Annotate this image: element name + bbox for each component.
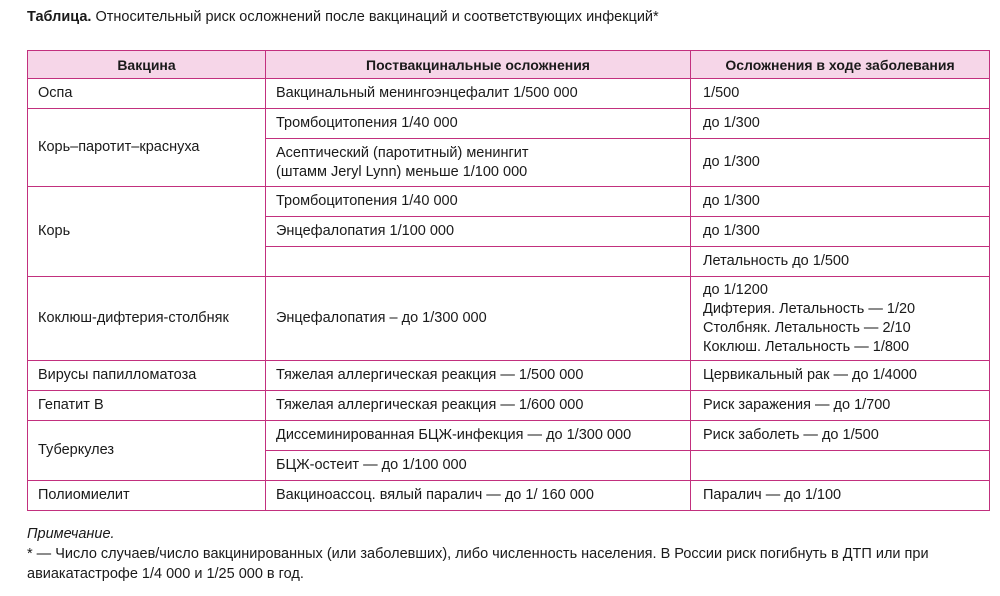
note-line: * — Число случаев/число вакцинированных (или заболевших), либо численность населения. В России риск погибнуть в ДТП или при [27,546,929,562]
complications-table [27,50,990,511]
post-cell: Диссеминированная БЦЖ-инфекция — до 1/300 000 [266,421,691,451]
table-row [28,391,990,421]
table-note [27,524,992,584]
table-row [28,481,990,511]
vaccine-cell: Полиомиелит [28,481,266,511]
table-row [28,79,990,109]
disease-cell: 1/500 [691,79,990,109]
post-cell: Вакцинальный менингоэнцефалит 1/500 000 [266,79,691,109]
post-cell: Тяжелая аллергическая реакция — 1/500 000 [266,361,691,391]
table-row [28,361,990,391]
vaccine-cell: Корь–паротит–краснуха [28,109,266,187]
disease-cell: Риск заболеть — до 1/500 [691,421,990,451]
table-caption [27,8,659,26]
post-cell: Тяжелая аллергическая реакция — 1/600 000 [266,391,691,421]
table-header-row [28,51,990,79]
header-vaccine: Вакцина [28,51,266,79]
note-line: авиакатастрофе 1/4 000 и 1/25 000 в год. [27,566,304,582]
disease-cell: Летальность до 1/500 [691,247,990,277]
disease-cell [691,451,990,481]
post-cell: Тромбоцитопения 1/40 000 [266,187,691,217]
vaccine-cell: Корь [28,187,266,277]
disease-line: Дифтерия. Летальность — 1/20 [703,300,916,317]
disease-cell: до 1/300 [691,217,990,247]
post-cell [266,139,691,187]
vaccine-cell: Вирусы папилломатоза [28,361,266,391]
post-cell: Энцефалопатия – до 1/300 000 [266,277,691,361]
disease-cell: до 1/300 [691,187,990,217]
caption-text: Относительный риск осложнений после вакцинаций и соответствующих инфекций* [95,9,659,25]
post-line: Асептический (паротитный) менингит [276,144,529,161]
post-cell: Вакциноассоц. вялый паралич — до 1/ 160 000 [266,481,691,511]
disease-cell: до 1/300 [691,109,990,139]
disease-line: Столбняк. Летальность — 2/10 [703,319,911,336]
disease-line: до 1/1200 [703,281,768,298]
disease-cell: Риск заражения — до 1/700 [691,391,990,421]
table-row [28,109,990,139]
vaccine-cell: Гепатит В [28,391,266,421]
vaccine-cell: Туберкулез [28,421,266,481]
caption-label: Таблица. [27,9,92,25]
disease-line: Коклюш. Летальность — 1/800 [703,338,910,355]
post-cell [266,247,691,277]
disease-cell [691,277,990,361]
table-row [28,421,990,451]
disease-cell: до 1/300 [691,139,990,187]
note-title: Примечание. [27,526,115,542]
vaccine-cell: Оспа [28,79,266,109]
post-cell: БЦЖ-остеит — до 1/100 000 [266,451,691,481]
table-row [28,187,990,217]
header-post-vaccination: Поствакцинальные осложнения [266,51,691,79]
disease-cell: Цервикальный рак — до 1/4000 [691,361,990,391]
post-cell: Энцефалопатия 1/100 000 [266,217,691,247]
post-cell: Тромбоцитопения 1/40 000 [266,109,691,139]
header-disease-complications: Осложнения в ходе заболевания [691,51,990,79]
vaccine-cell: Коклюш-дифтерия-столбняк [28,277,266,361]
table-row [28,277,990,361]
disease-cell: Паралич — до 1/100 [691,481,990,511]
post-line: (штамм Jeryl Lynn) меньше 1/100 000 [276,163,528,180]
